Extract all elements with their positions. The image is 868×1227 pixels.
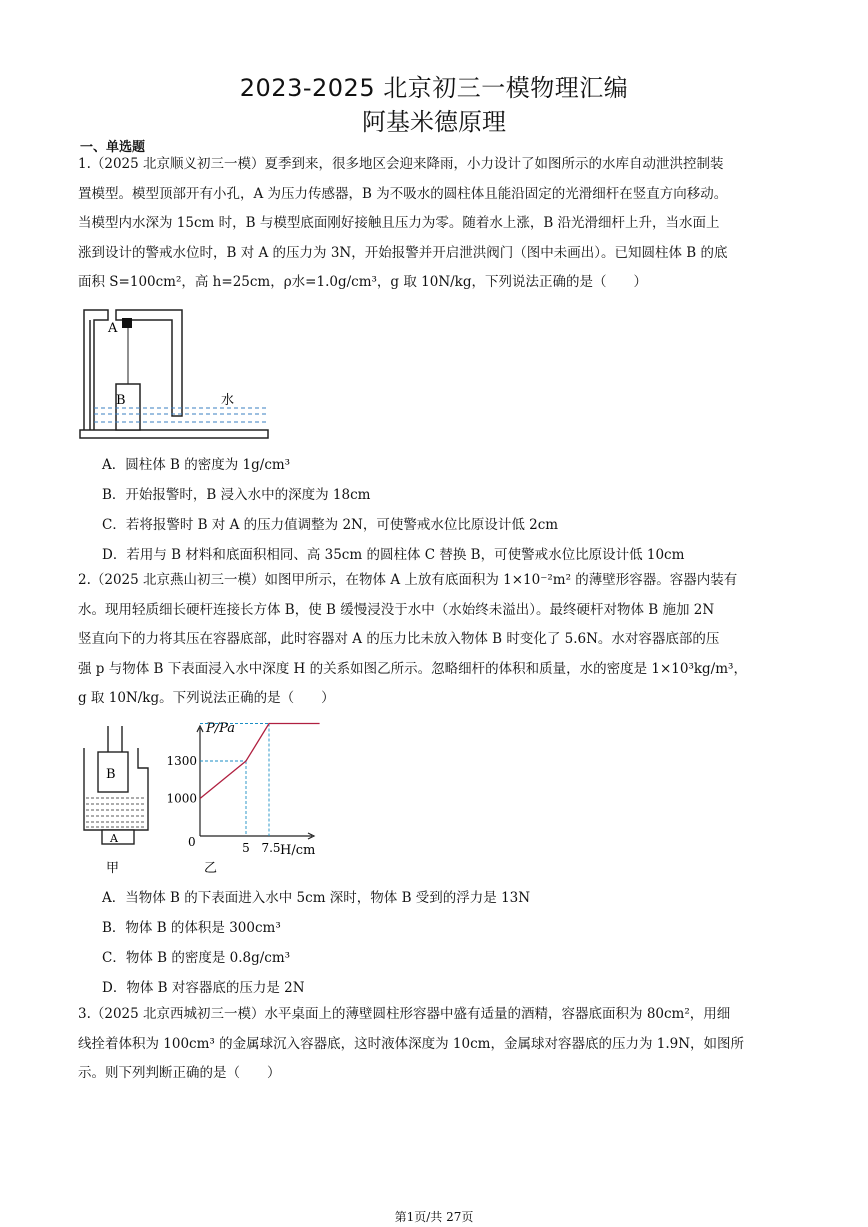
section-heading: 一、单选题 (80, 140, 146, 155)
question-2-line: 2.（2025 北京燕山初三一模）如图甲所示，在物体 A 上放有底面积为 1×10⁻²m² 的薄壁形容器。容器内装有 (78, 572, 738, 588)
caption-jia: 甲 (106, 861, 120, 876)
question-1-option-c: C．若将报警时 B 对 A 的压力值调整为 2N，可使警戒水位比原设计低 2cm (102, 517, 559, 533)
x-tick-label: 5 (242, 841, 250, 855)
question-3-stem (78, 1000, 790, 1089)
question-2-option-a: A．当物体 B 的下表面进入水中 5cm 深时，物体 B 受到的浮力是 13N (102, 890, 531, 906)
label-A: A (110, 832, 118, 845)
caption-yi: 乙 (204, 861, 218, 876)
question-1-option-a: A．圆柱体 B 的密度为 1g/cm³ (102, 457, 291, 473)
question-1-figure (76, 302, 276, 444)
origin-label: 0 (188, 835, 196, 849)
question-2-option-d: D．物体 B 对容器底的压力是 2N (102, 980, 305, 996)
y-tick-label: 1300 (166, 754, 197, 768)
figure-jia (76, 718, 162, 878)
question-1-line: 涨到设计的警戒水位时，B 对 A 的压力为 3N，开始报警并开启泄洪阀门（图中未画出）。已知圆柱体 B 的底 (78, 244, 728, 261)
block-A (102, 830, 134, 844)
label-water: 水 (221, 393, 235, 408)
label-B: B (116, 393, 126, 408)
question-2-line: g 取 10N/kg。下列说法正确的是（ ） (78, 690, 335, 706)
document-subtitle: 阿基米德原理 (362, 108, 506, 136)
question-3-line: 示。则下列判断正确的是（ ） (78, 1065, 281, 1081)
question-1-option-d: D．若用与 B 材料和底面积相同、高 35cm 的圆柱体 C 替换 B，可使警戒水位比原设计低 10cm (102, 547, 685, 563)
label-A: A (108, 321, 118, 336)
question-2-option-b: B．物体 B 的体积是 300cm³ (102, 920, 281, 936)
y-axis-label: P/Pa (206, 721, 236, 736)
question-2-line: 竖直向下的力将其压在容器底部，此时容器对 A 的压力比未放入物体 B 时变化了 5.6N。水对容器底部的压 (78, 631, 720, 647)
question-2-stem (78, 566, 790, 714)
page-footer: 第1页/共 27页 (394, 1210, 474, 1224)
question-1-stem (78, 150, 790, 298)
question-1-line: 当模型内水深为 15cm 时，B 与模型底面刚好接触且压力为零。随着水上涨，B 沿光滑细杆上升，当水面上 (78, 215, 720, 231)
y-tick-label: 1000 (166, 791, 197, 806)
question-1-line: 面积 S=100cm²，高 h=25cm，ρ水=1.0g/cm³，g 取 10N/kg，下列说法正确的是（ ） (78, 274, 647, 290)
question-3-line: 线拴着体积为 100cm³ 的金属球沉入容器底，这时液体深度为 10cm，金属球对容器底的压力为 1.9N，如图所 (78, 1035, 745, 1052)
x-tick-label: 7.5 (261, 841, 281, 855)
question-1-line: 置模型。模型顶部开有小孔，A 为压力传感器，B 为不吸水的圆柱体且能沿固定的光滑细杆在竖直方向移动。 (78, 185, 728, 202)
label-B: B (106, 767, 116, 782)
x-axis-label: H/cm (280, 843, 316, 858)
question-3-line: 3.（2025 北京西城初三一模）水平桌面上的薄壁圆柱形容器中盛有适量的酒精，容器底面积为 80cm²，用细 (78, 1006, 731, 1022)
question-1-option-b: B．开始报警时，B 浸入水中的深度为 18cm (102, 487, 371, 503)
outer-wall (84, 310, 108, 430)
base-plate (80, 430, 268, 438)
question-2-option-c: C．物体 B 的密度是 0.8g/cm³ (102, 950, 291, 966)
document-title: 2023-2025 北京初三一模物理汇编 (239, 74, 629, 102)
question-1-line: 1.（2025 北京顺义初三一模）夏季到来，很多地区会迎来降雨，小力设计了如图所示的水库自动泄洪控制装 (78, 156, 724, 172)
question-2-line: 水。现用轻质细长硬杆连接长方体 B，使 B 缓慢浸没于水中（水始终未溢出）。最终硬杆对物体 B 施加 2N (78, 601, 715, 618)
question-2-line: 强 p 与物体 B 下表面浸入水中深度 H 的关系如图乙所示。忽略细杆的体积和质量，水的密度是 1×10³kg/m³， (78, 660, 747, 677)
figure-yi-chart (162, 716, 322, 878)
sensor-A (122, 318, 132, 328)
